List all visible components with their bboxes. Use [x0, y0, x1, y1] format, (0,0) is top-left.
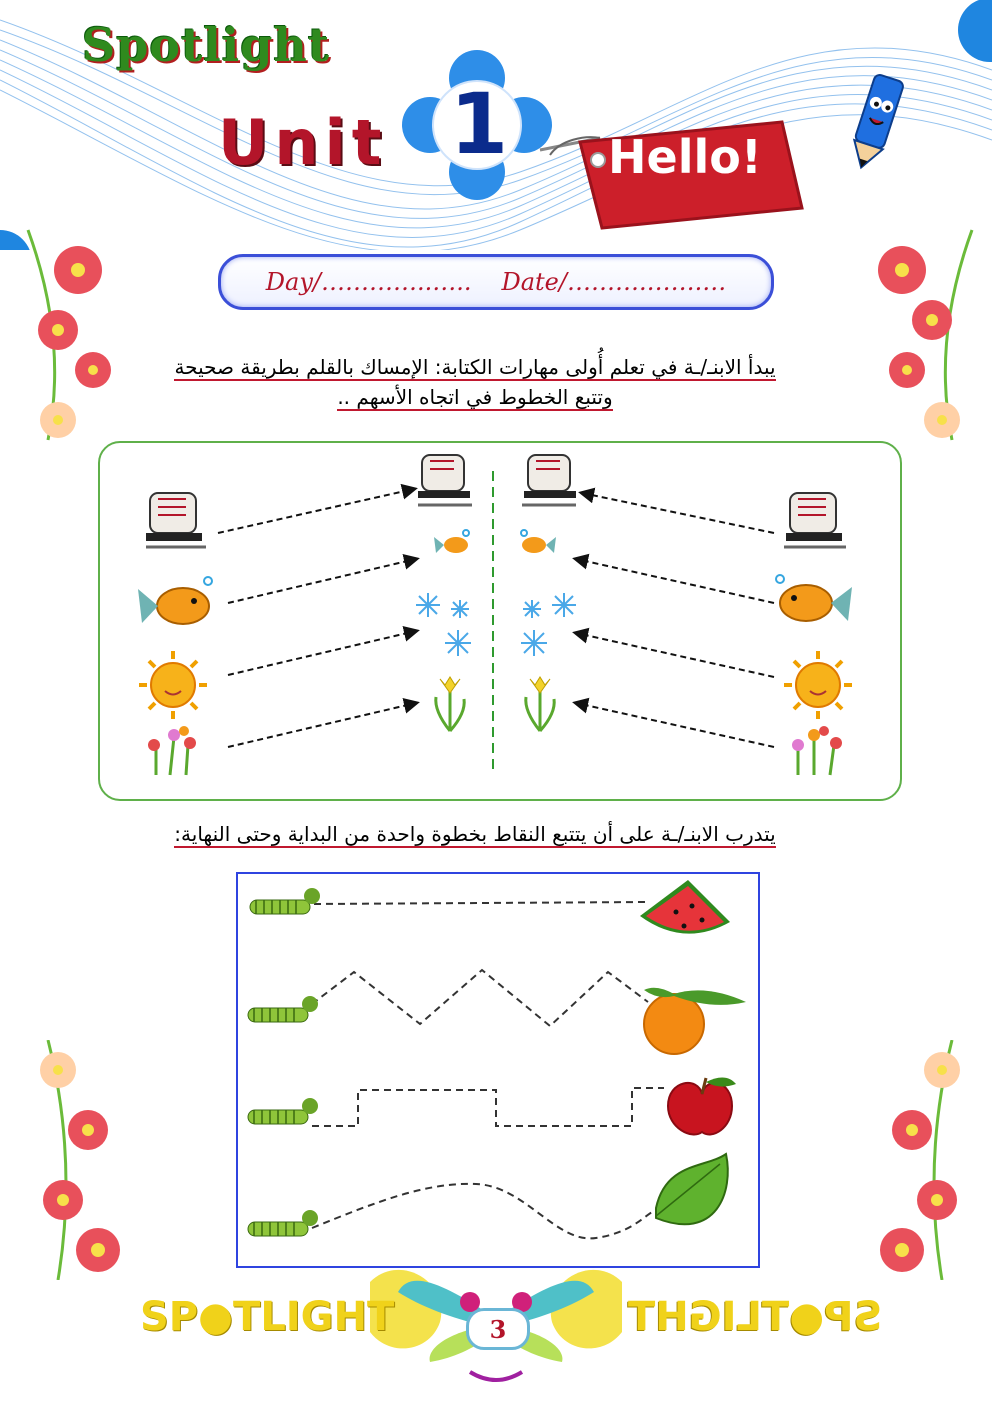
unit-label: Unit — [218, 106, 388, 179]
day-field[interactable]: Day/…………..….. — [265, 268, 472, 296]
skate-icon — [418, 455, 472, 505]
trace-arrow — [576, 703, 774, 747]
caterpillar-icon — [248, 1210, 318, 1236]
trace-arrow — [228, 703, 416, 747]
sun-icon — [139, 651, 207, 719]
orange-icon — [644, 988, 746, 1054]
fish-icon — [521, 530, 556, 553]
snowflake-icon — [521, 593, 576, 656]
tracing-exercise-drawing — [98, 441, 898, 797]
leaf-icon — [656, 1154, 728, 1224]
fish-icon — [434, 530, 469, 553]
unit-title: Hello! — [608, 130, 762, 184]
trace-arrow — [576, 559, 774, 603]
brand-title: Spotlight — [82, 18, 331, 72]
trace-arrow — [228, 631, 416, 675]
flowers-icon — [148, 726, 196, 775]
date-field[interactable]: Date/……….…….… — [501, 268, 727, 296]
instruction-text — [150, 822, 800, 846]
trace-path-wave — [312, 1184, 660, 1239]
footer-brand-right: SP●TLIGHT — [628, 1294, 883, 1340]
fish-icon — [776, 575, 852, 621]
tulip-icon — [526, 677, 554, 731]
skate-icon — [522, 455, 576, 505]
flowers-icon — [792, 726, 842, 775]
fish-icon — [138, 577, 212, 624]
skate-icon — [784, 493, 846, 547]
trace-arrow — [228, 559, 416, 603]
watermelon-icon — [640, 880, 730, 934]
tulip-icon — [436, 677, 464, 731]
footer-brand-left: SP●TLIGHT — [140, 1294, 395, 1340]
trace-arrow — [582, 493, 774, 533]
date-bar — [218, 254, 774, 310]
pencil-mascot-icon — [836, 70, 916, 180]
flower-decoration-icon — [18, 1040, 138, 1280]
snowflake-icon — [416, 593, 471, 656]
instruction-line: يتدرب الابنـ/ـة على أن يتتبع النقاط بخطوة واحدة من البداية وحتى النهاية: — [174, 822, 776, 846]
caterpillar-icon — [248, 996, 318, 1022]
skate-icon — [146, 493, 206, 547]
trace-path-square-wave — [312, 1088, 664, 1126]
trace-arrow — [218, 489, 414, 533]
trace-arrow — [576, 633, 774, 677]
trace-path-straight — [314, 902, 648, 904]
dot-tracing-drawing — [236, 872, 756, 1264]
apple-icon — [668, 1077, 736, 1134]
caterpillar-icon — [248, 1098, 318, 1124]
flower-decoration-icon — [862, 220, 982, 450]
caterpillar-icon — [250, 888, 320, 914]
instruction-text — [150, 352, 800, 412]
instruction-line: يبدأ الابنـ/ـة في تعلم أُولى مهارات الكتابة: الإمساك بالقلم بطريقة صحيحة — [174, 355, 776, 379]
sun-icon — [784, 651, 852, 719]
unit-number: 1 — [449, 75, 509, 173]
instruction-line: وتتبع الخطوط في اتجاه الأسهم .. — [337, 385, 613, 409]
flower-decoration-icon — [18, 220, 138, 450]
flower-decoration-icon — [862, 1040, 982, 1280]
trace-path-zigzag — [312, 970, 648, 1026]
page-number: 3 — [466, 1308, 530, 1350]
